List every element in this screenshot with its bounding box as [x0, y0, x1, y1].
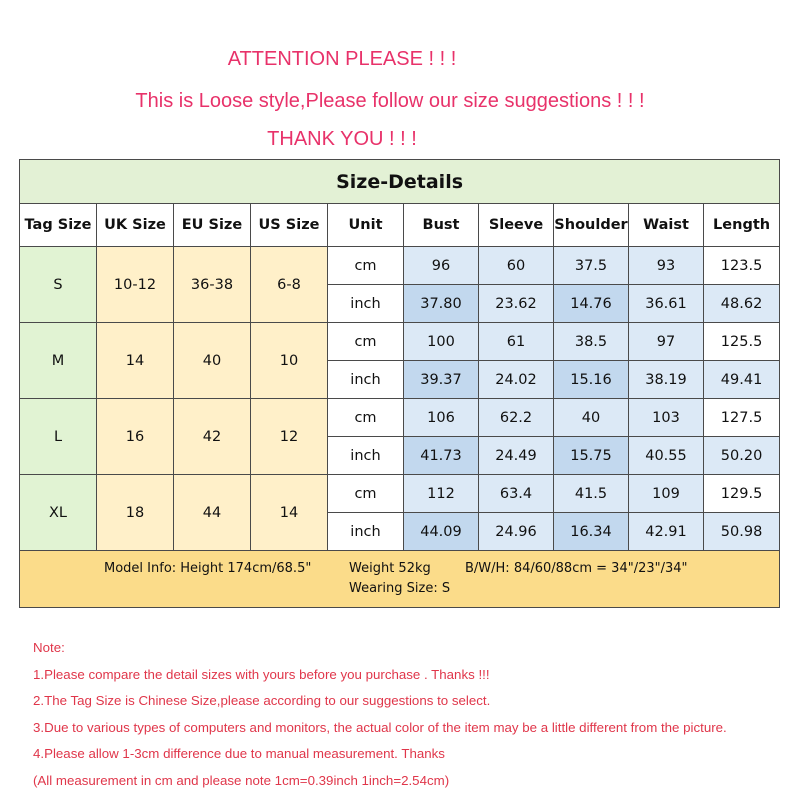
unit-cell: cm [328, 323, 404, 361]
column-header-sleeve: Sleeve [479, 204, 554, 247]
unit-cell: cm [328, 475, 404, 513]
sleeve-value-cell: 61 [479, 323, 554, 361]
bust-value-cell: 44.09 [404, 513, 479, 551]
uk-size-cell: 14 [97, 323, 174, 399]
sleeve-value-cell: 23.62 [479, 285, 554, 323]
waist-value-cell: 40.55 [629, 437, 704, 475]
unit-cell: inch [328, 513, 404, 551]
eu-size-cell: 42 [174, 399, 251, 475]
model-bwh: B/W/H: 84/60/88cm = 34"/23"/34" [465, 561, 688, 576]
sleeve-value-cell: 24.02 [479, 361, 554, 399]
sleeve-value-cell: 62.2 [479, 399, 554, 437]
tag-size-cell: L [20, 399, 97, 475]
length-value-cell: 129.5 [704, 475, 780, 513]
waist-value-cell: 97 [629, 323, 704, 361]
unit-cell: inch [328, 361, 404, 399]
length-value-cell: 125.5 [704, 323, 780, 361]
note-item: 1.Please compare the detail sizes with yours before you purchase . Thanks !!! [33, 666, 490, 682]
notes-heading: Note: [33, 640, 65, 655]
shoulder-value-cell: 15.75 [554, 437, 629, 475]
table-row [20, 323, 780, 361]
length-value-cell: 50.98 [704, 513, 780, 551]
table-row [20, 247, 780, 285]
sleeve-value-cell: 24.49 [479, 437, 554, 475]
eu-size-cell: 40 [174, 323, 251, 399]
sleeve-value-cell: 24.96 [479, 513, 554, 551]
bust-value-cell: 100 [404, 323, 479, 361]
uk-size-cell: 16 [97, 399, 174, 475]
column-header-bust: Bust [404, 204, 479, 247]
waist-value-cell: 38.19 [629, 361, 704, 399]
unit-cell: inch [328, 437, 404, 475]
column-header-waist: Waist [629, 204, 704, 247]
shoulder-value-cell: 14.76 [554, 285, 629, 323]
shoulder-value-cell: 41.5 [554, 475, 629, 513]
size-details-table [19, 159, 780, 608]
shoulder-value-cell: 38.5 [554, 323, 629, 361]
shoulder-value-cell: 16.34 [554, 513, 629, 551]
shoulder-value-cell: 37.5 [554, 247, 629, 285]
note-item: 4.Please allow 1-3cm difference due to manual measurement. Thanks [33, 746, 445, 761]
us-size-cell: 10 [251, 323, 328, 399]
loose-style-notice: This is Loose style,Please follow our size suggestions ! ! ! [135, 90, 645, 112]
notes-section [33, 640, 798, 799]
bust-value-cell: 41.73 [404, 437, 479, 475]
waist-value-cell: 109 [629, 475, 704, 513]
attention-heading: ATTENTION PLEASE ! ! ! [227, 48, 457, 70]
unit-cell: cm [328, 247, 404, 285]
table-title: Size-Details [20, 160, 780, 204]
us-size-cell: 14 [251, 475, 328, 551]
sleeve-value-cell: 63.4 [479, 475, 554, 513]
model-info-footer [20, 551, 780, 608]
table-row [20, 399, 780, 437]
length-value-cell: 127.5 [704, 399, 780, 437]
waist-value-cell: 36.61 [629, 285, 704, 323]
model-wearing-size: Wearing Size: S [349, 581, 451, 596]
length-value-cell: 49.41 [704, 361, 780, 399]
eu-size-cell: 36-38 [174, 247, 251, 323]
waist-value-cell: 93 [629, 247, 704, 285]
eu-size-cell: 44 [174, 475, 251, 551]
note-item: 3.Due to various types of computers and monitors, the actual color of the item may be a little different from the picture. [33, 719, 727, 735]
waist-value-cell: 103 [629, 399, 704, 437]
model-height: Model Info: Height 174cm/68.5" [104, 561, 312, 576]
column-header-length: Length [704, 204, 780, 247]
uk-size-cell: 10-12 [97, 247, 174, 323]
table-row [20, 475, 780, 513]
unit-cell: cm [328, 399, 404, 437]
sleeve-value-cell: 60 [479, 247, 554, 285]
bust-value-cell: 96 [404, 247, 479, 285]
shoulder-value-cell: 40 [554, 399, 629, 437]
tag-size-cell: M [20, 323, 97, 399]
bust-value-cell: 37.80 [404, 285, 479, 323]
unit-cell: inch [328, 285, 404, 323]
tag-size-cell: XL [20, 475, 97, 551]
column-header-shoulder: Shoulder [554, 204, 629, 247]
column-header-tag-size: Tag Size [20, 204, 97, 247]
model-weight: Weight 52kg [349, 561, 431, 576]
column-header-uk-size: UK Size [97, 204, 174, 247]
uk-size-cell: 18 [97, 475, 174, 551]
length-value-cell: 48.62 [704, 285, 780, 323]
column-header-us-size: US Size [251, 204, 328, 247]
us-size-cell: 12 [251, 399, 328, 475]
bust-value-cell: 112 [404, 475, 479, 513]
column-header-eu-size: EU Size [174, 204, 251, 247]
thank-you-text: THANK YOU ! ! ! [267, 128, 417, 150]
table-header-row [20, 204, 780, 247]
bust-value-cell: 106 [404, 399, 479, 437]
tag-size-cell: S [20, 247, 97, 323]
waist-value-cell: 42.91 [629, 513, 704, 551]
length-value-cell: 123.5 [704, 247, 780, 285]
note-item: (All measurement in cm and please note 1cm=0.39inch 1inch=2.54cm) [33, 772, 450, 788]
us-size-cell: 6-8 [251, 247, 328, 323]
shoulder-value-cell: 15.16 [554, 361, 629, 399]
column-header-unit: Unit [328, 204, 404, 247]
length-value-cell: 50.20 [704, 437, 780, 475]
bust-value-cell: 39.37 [404, 361, 479, 399]
note-item: 2.The Tag Size is Chinese Size,please according to our suggestions to select. [33, 693, 491, 708]
